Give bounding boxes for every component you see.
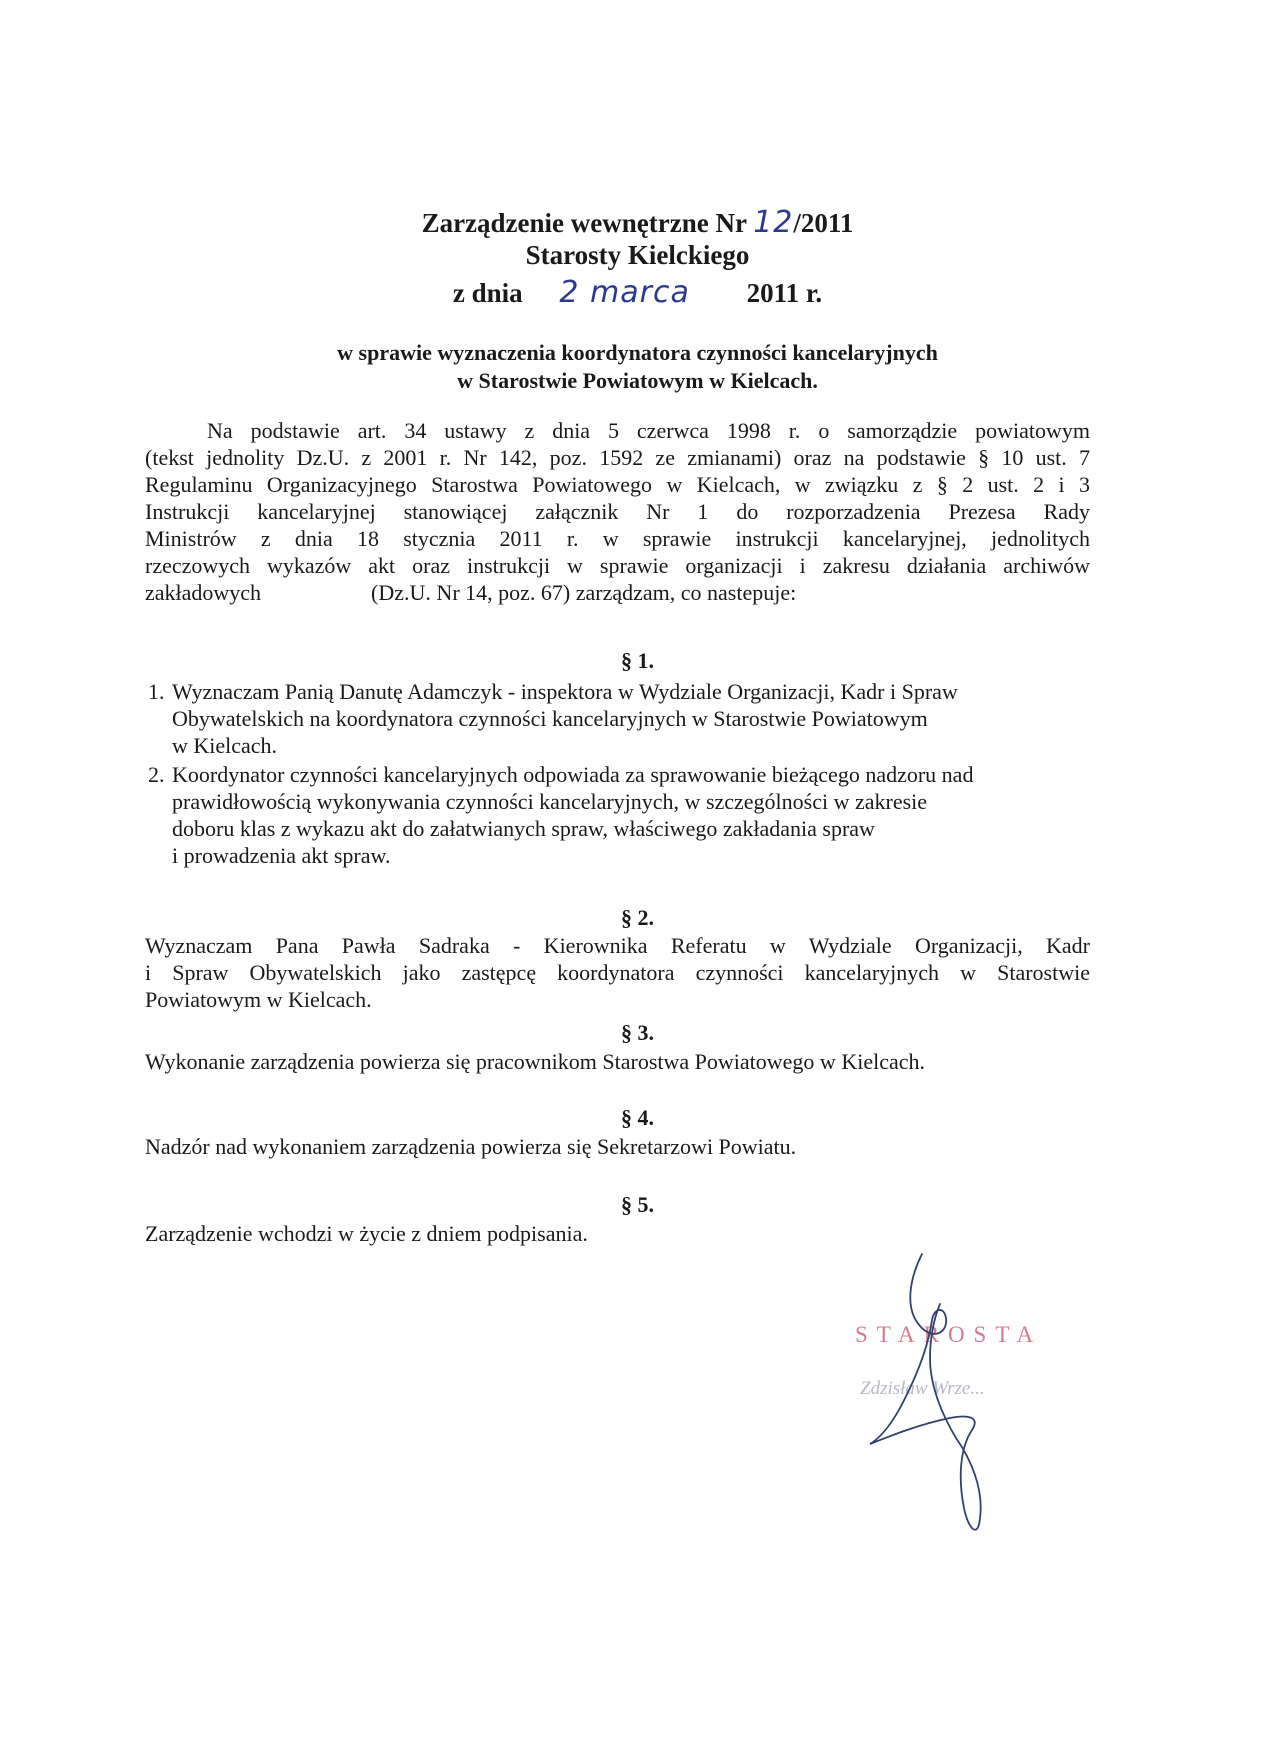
subject-line-2: w Starostwie Powiatowym w Kielcach. xyxy=(457,368,818,393)
section-4-text xyxy=(145,1133,1090,1160)
section-4-line: Nadzór nad wykonaniem zarządzenia powierza się Sekretarzowi Powiatu. xyxy=(145,1134,797,1159)
section-3-text xyxy=(145,1048,1090,1075)
preamble-line: (tekst jednolity Dz.U. z 2001 r. Nr 142, poz. 1592 ze zmianami) oraz na podstawie § 10 ust. 7 xyxy=(145,445,1090,470)
preamble-line: Regulaminu Organizacyjnego Starostwa Powiatowego w Kielcach, w związku z § 2 ust. 2 i 3 xyxy=(145,472,1090,497)
preamble-line: Instrukcji kancelaryjnej stanowiącej załącznik Nr 1 do rozporzadzenia Prezesa Rady xyxy=(145,499,1090,524)
title-suffix: /2011 xyxy=(793,208,854,238)
section-2-line: Wyznaczam Pana Pawła Sadraka - Kierownika Referatu w Wydziale Organizacji, Kadr xyxy=(145,933,1090,958)
section-3-heading: § 3. xyxy=(621,1020,654,1045)
section-5-line: Zarządzenie wchodzi w życie z dniem podpisania. xyxy=(145,1221,588,1246)
list-item-line: w Kielcach. xyxy=(172,733,278,758)
list-item-number: 1. xyxy=(148,679,165,704)
preamble-line: Ministrów z dnia 18 stycznia 2011 r. w sprawie instrukcji kancelaryjnej, jednolitych xyxy=(145,526,1090,551)
section-2-line: Powiatowym w Kielcach. xyxy=(145,987,372,1012)
preamble-line: zakładowych (Dz.U. Nr 14, poz. 67) zarządzam, co nastepuje: xyxy=(145,580,797,605)
section-2-line: i Spraw Obywatelskich jako zastępcę koordynatora czynności kancelaryjnych w Starostwie xyxy=(145,960,1090,985)
list-item-number: 2. xyxy=(148,762,165,787)
subject-line-1: w sprawie wyznaczenia koordynatora czynności kancelaryjnych xyxy=(337,340,938,365)
list-item-line: Obywatelskich na koordynatora czynności kancelaryjnych w Starostwie Powiatowym xyxy=(172,706,928,731)
section-3-line: Wykonanie zarządzenia powierza się pracownikom Starostwa Powiatowego w Kielcach. xyxy=(145,1049,925,1074)
date-suffix: 2011 r. xyxy=(746,278,823,308)
section-2-text xyxy=(145,932,1090,1013)
section-1-heading: § 1. xyxy=(621,648,654,673)
list-item-line: doboru klas z wykazu akt do załatwianych spraw, właściwego zakładania spraw xyxy=(172,816,875,841)
section-4-heading: § 4. xyxy=(621,1105,654,1130)
signature-icon xyxy=(860,1248,1020,1548)
preamble-line: rzeczowych wykazów akt oraz instrukcji w sprawie organizacji i zakresu działania archiwów xyxy=(145,553,1090,578)
document-title xyxy=(0,205,1275,240)
handwritten-number: 12 xyxy=(753,205,794,240)
list-item xyxy=(148,761,1093,871)
preamble-line: Na podstawie art. 34 ustawy z dnia 5 czerwca 1998 r. o samorządzie powiatowym xyxy=(207,418,1090,443)
stamp-name: Zdzisław Wrze... xyxy=(860,1378,985,1399)
document-subtitle: Starosty Kielckiego xyxy=(525,240,750,270)
list-item-line: Koordynator czynności kancelaryjnych odpowiada za sprawowanie bieżącego nadzoru nad xyxy=(172,762,974,787)
date-prefix: z dnia xyxy=(452,278,523,308)
section-5-text xyxy=(145,1220,1090,1247)
list-item-line: Wyznaczam Panią Danutę Adamczyk - inspektora w Wydziale Organizacji, Kadr i Spraw xyxy=(172,679,958,704)
list-item-line: prawidłowością wykonywania czynności kancelaryjnych, w szczególności w zakresie xyxy=(172,789,928,814)
handwritten-date: 2 marca xyxy=(559,275,690,310)
title-prefix: Zarządzenie wewnętrzne Nr xyxy=(421,208,754,238)
stamp-title: STAROSTA xyxy=(855,1322,1043,1347)
section-2-heading: § 2. xyxy=(621,905,654,930)
list-item xyxy=(148,678,1093,762)
section-5-heading: § 5. xyxy=(621,1192,654,1217)
list-item-line: i prowadzenia akt spraw. xyxy=(172,843,391,868)
preamble xyxy=(145,417,1090,606)
document-date xyxy=(0,275,1275,310)
